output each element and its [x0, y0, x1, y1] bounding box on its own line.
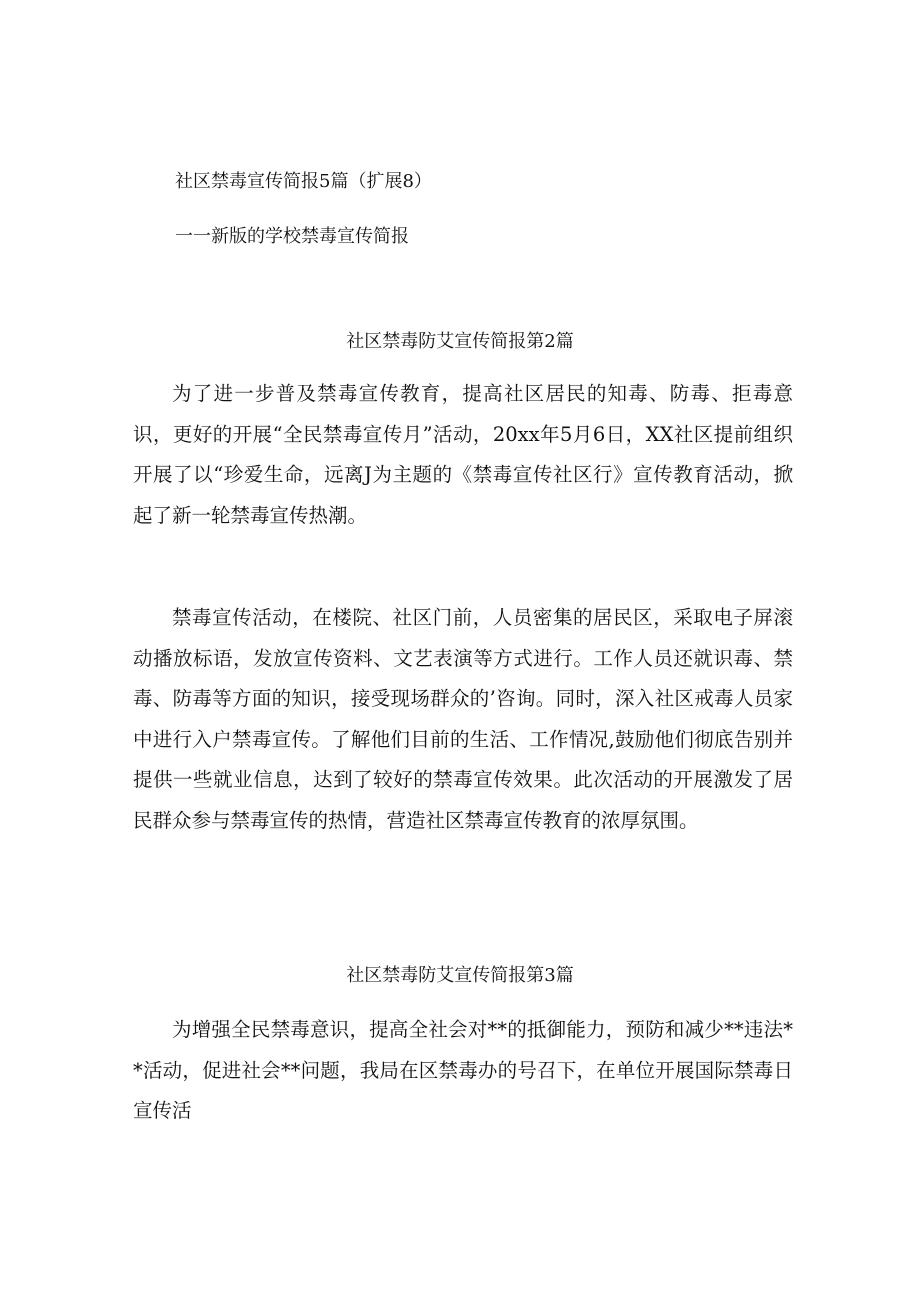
document-title: 社区禁毒宣传简报5篇（扩展8）: [175, 171, 432, 192]
section-heading-2: 社区禁毒防艾宣传简报第2篇: [346, 331, 574, 352]
section-2-paragraph-1: 为了进一步普及禁毒宣传教育，提高社区居民的知毒、防毒、拒毒意识，更好的开展“全民禁毒宣传月”活动，20xx年5月6日，XX社区提前组织开展了以“珍爱生命，远离J为主题的《禁毒宣传社区行》宣传教育活动，掀起了新一轮禁毒宣传热潮。: [133, 382, 793, 527]
section-3-paragraph-1: 为增强全民禁毒意识，提高全社会对**的抵御能力，预防和减少**违法**活动，促进社会**问题，我局在区禁毒办的号召下，在单位开展国际禁毒日宣传活: [133, 1018, 793, 1122]
document-subtitle: 一一新版的学校禁毒宣传简报: [175, 226, 409, 247]
section-heading-3: 社区禁毒防艾宣传简报第3篇: [346, 965, 574, 986]
section-2-paragraph-2: 禁毒宣传活动，在楼院、社区门前，人员密集的居民区，采取电子屏滚动播放标语，发放宣传资料、文艺表演等方式进行。工作人员还就识毒、禁毒、防毒等方面的知识，接受现场群众的’咨询。同时，深入社区戒毒人员家中进行入户禁毒宣传。了解他们目前的生活、工作情况,鼓励他们彻底告别并提供一些就业信息，达到了较好的禁毒宣传效果。此次活动的开展激发了居民群众参与禁毒宣传的热情，营造社区禁毒宣传教育的浓厚氛围。: [133, 606, 793, 832]
